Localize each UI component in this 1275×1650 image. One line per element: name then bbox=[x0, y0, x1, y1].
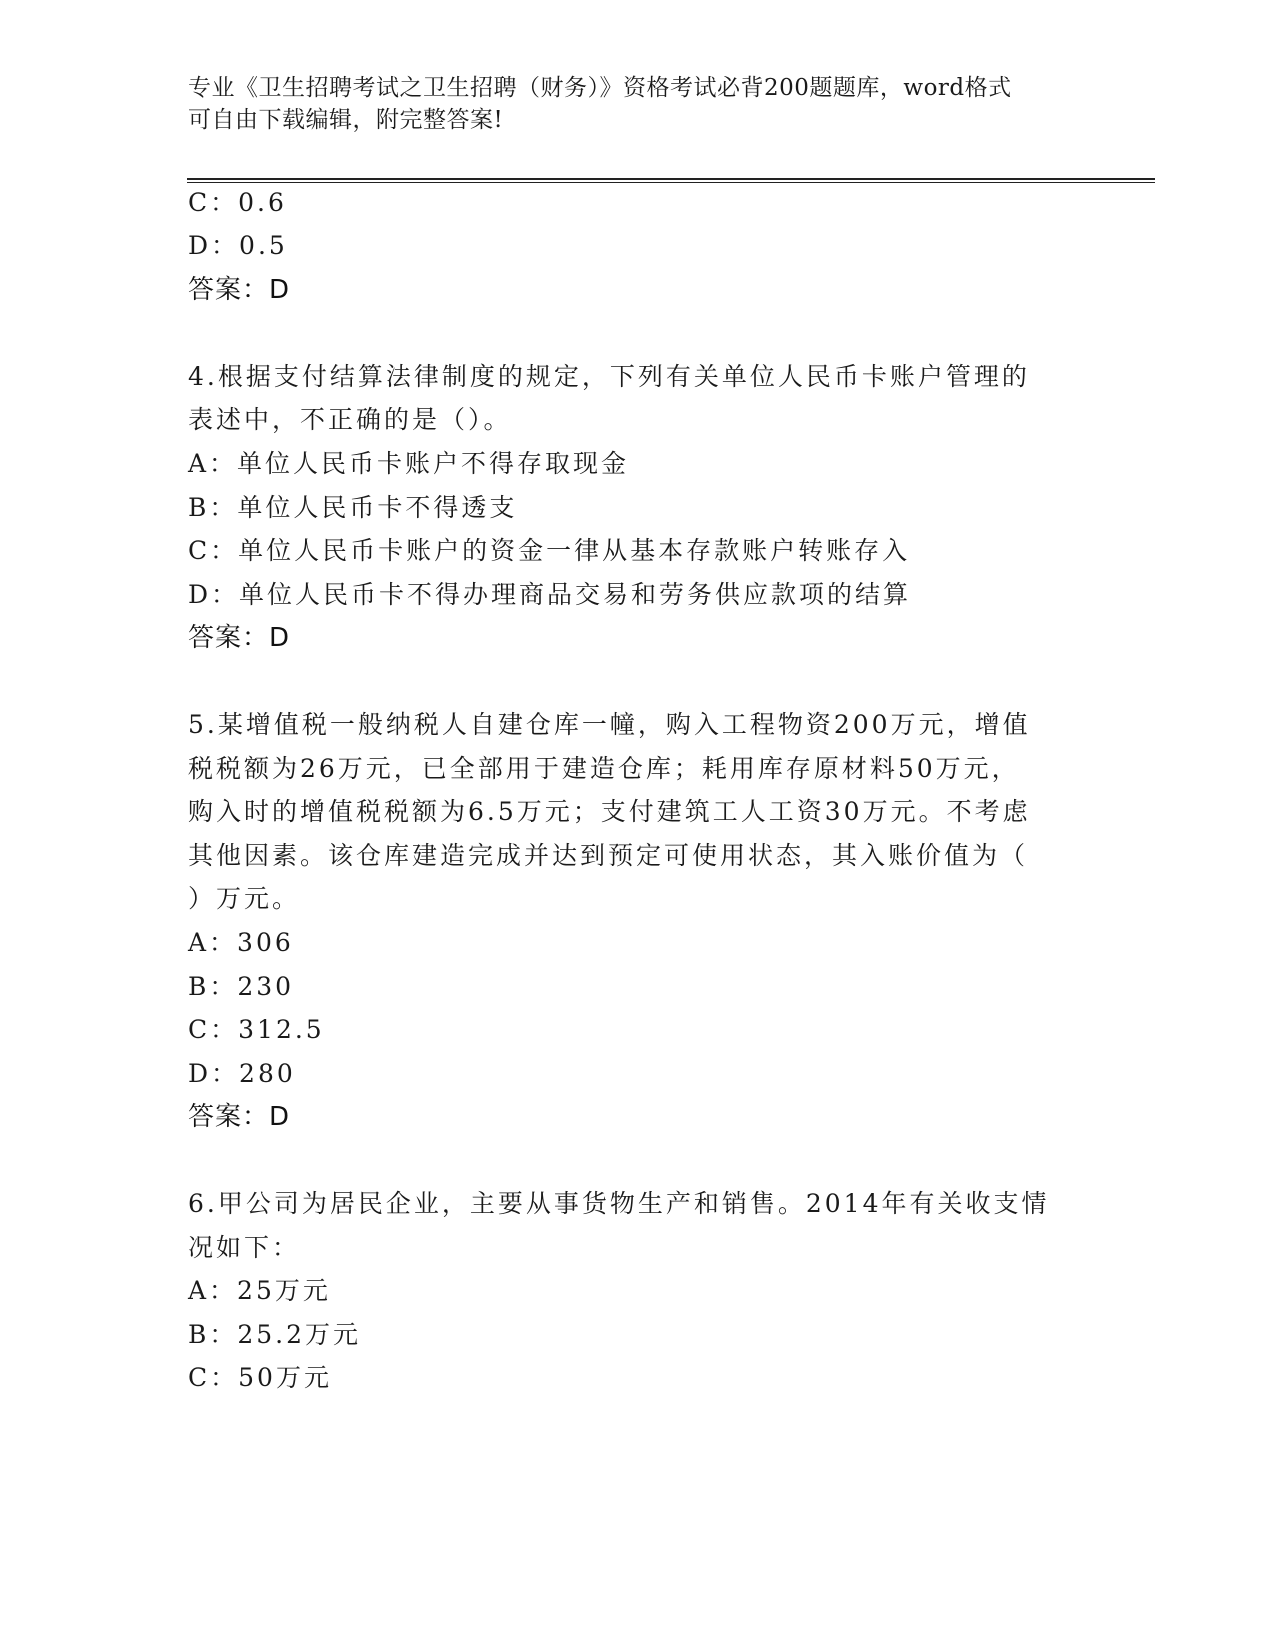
q5-option-b: B：230 bbox=[188, 972, 295, 1001]
q3-answer: 答案：D bbox=[188, 275, 291, 305]
q4-question-line-2: 表述中，不正确的是（）。 bbox=[188, 405, 512, 434]
q5-question-line-3: 购入时的增值税税额为6.5万元；支付建筑工人工资30万元。不考虑 bbox=[188, 797, 1031, 826]
q4-option-a: A：单位人民币卡账户不得存取现金 bbox=[188, 449, 630, 478]
q6-question-line-1: 6.甲公司为居民企业，主要从事货物生产和销售。2014年有关收支情 bbox=[188, 1189, 1050, 1218]
q5-option-c: C：312.5 bbox=[188, 1015, 325, 1044]
document-header bbox=[188, 72, 1068, 136]
q5-question-line-5: ）万元。 bbox=[188, 884, 301, 913]
header-title-line-2: 可自由下载编辑，附完整答案! bbox=[188, 107, 504, 133]
q6-question-line-2: 况如下： bbox=[188, 1233, 301, 1262]
q5-question-line-1: 5.某增值税一般纳税人自建仓库一幢，购入工程物资200万元，增值 bbox=[188, 710, 1031, 739]
q5-option-d: D：280 bbox=[188, 1059, 296, 1088]
header-title-line-1: 专业《卫生招聘考试之卫生招聘（财务）》资格考试必背200题题库，word格式 bbox=[188, 75, 1012, 101]
q4-question-line-1: 4.根据支付结算法律制度的规定，下列有关单位人民币卡账户管理的 bbox=[188, 362, 1030, 391]
q6-option-b: B：25.2万元 bbox=[188, 1320, 362, 1349]
q6-option-c: C：50万元 bbox=[188, 1363, 332, 1392]
q5-question-line-2: 税税额为26万元，已全部用于建造仓库；耗用库存原材料50万元， bbox=[188, 754, 1020, 783]
q4-answer: 答案：D bbox=[188, 623, 291, 653]
q5-answer: 答案：D bbox=[188, 1102, 291, 1132]
q4-option-c: C：单位人民币卡账户的资金一律从基本存款账户转账存入 bbox=[188, 536, 911, 565]
header-divider bbox=[187, 178, 1155, 183]
q4-option-d: D：单位人民币卡不得办理商品交易和劳务供应款项的结算 bbox=[188, 580, 912, 609]
q6-option-a: A：25万元 bbox=[188, 1276, 331, 1305]
q3-option-c: C：0.6 bbox=[188, 188, 287, 217]
q5-option-a: A：306 bbox=[188, 928, 294, 957]
q3-option-d: D：0.5 bbox=[188, 231, 288, 260]
q5-question-line-4: 其他因素。该仓库建造完成并达到预定可使用状态，其入账价值为（ bbox=[188, 841, 1029, 870]
q4-option-b: B：单位人民币卡不得透支 bbox=[188, 493, 518, 522]
